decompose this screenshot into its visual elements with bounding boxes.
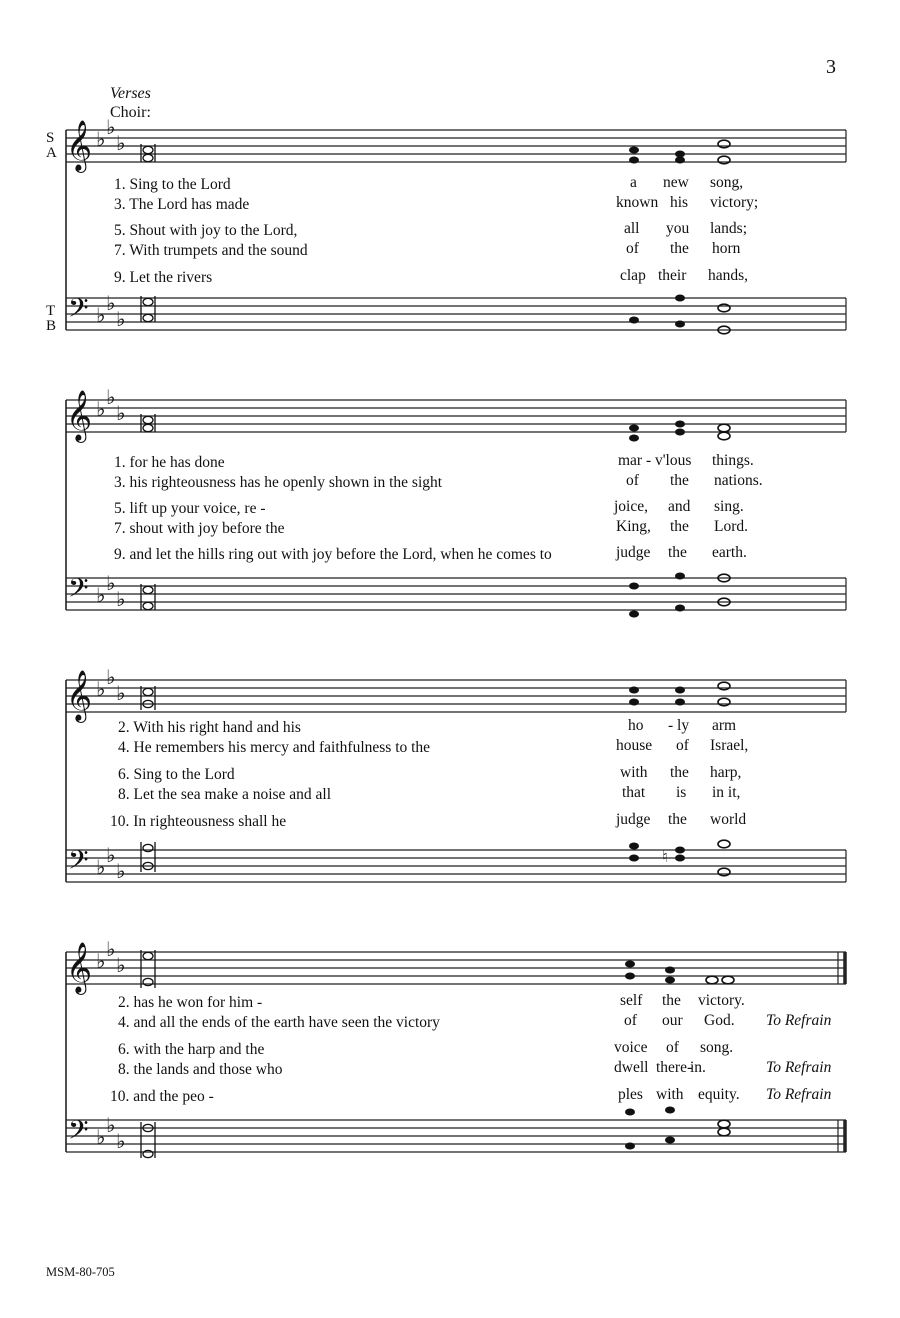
verse-label: 8. Let the sea make a noise and all (118, 786, 332, 803)
verse-label: 9. and let the hills ring out with joy before the Lord, when he comes to (114, 546, 552, 563)
verse-label: 6. with the harp and the (118, 1041, 265, 1058)
svg-text:♭: ♭ (106, 1113, 116, 1137)
syllable: ho (628, 717, 644, 734)
syllable: joice, (614, 498, 648, 515)
to-refrain-cue: To Refrain (766, 1086, 832, 1103)
svg-text:♭: ♭ (116, 587, 126, 611)
verse-label: 2. has he won for him - (118, 994, 263, 1011)
verse-label: 4. and all the ends of the earth have seen the victory (118, 1014, 440, 1031)
syllable: the (662, 992, 681, 1009)
verse-label: 7. shout with joy before the (114, 520, 285, 537)
staff-label-alto: A (46, 145, 57, 161)
syllable: victory; (710, 194, 759, 211)
svg-text:♭: ♭ (106, 571, 116, 595)
syllable: judge (616, 544, 651, 561)
syllable: new (663, 174, 689, 191)
syllable: dwell (614, 1059, 649, 1076)
svg-text:♭: ♭ (106, 115, 116, 139)
svg-text:♭: ♭ (96, 855, 106, 879)
syllable: clap (620, 267, 646, 284)
treble-clef-icon: 𝄞 (66, 120, 93, 171)
syllable: his (670, 194, 689, 211)
svg-text:♭: ♭ (96, 583, 106, 607)
syllable: in. (690, 1059, 706, 1076)
syllable: things. (712, 452, 754, 469)
syllable: world (710, 811, 747, 828)
verse-label: 9. Let the rivers (114, 269, 213, 286)
syllable: - ly (668, 717, 690, 734)
svg-text:♭: ♭ (116, 859, 126, 883)
svg-text:♭: ♭ (106, 291, 116, 315)
syllable: voice (614, 1039, 648, 1056)
catalog-code: MSM-80-705 (46, 1265, 115, 1279)
svg-text:♭: ♭ (96, 397, 106, 421)
svg-text:♭: ♭ (106, 665, 116, 689)
svg-text:♭: ♭ (96, 127, 106, 151)
syllable: of (626, 472, 639, 489)
verse-label: 8. the lands and those who (118, 1061, 283, 1078)
syllable: hands, (708, 267, 749, 284)
svg-text:♭: ♭ (116, 1129, 126, 1153)
svg-text:♭: ♭ (96, 677, 106, 701)
bass-staff-1 (66, 298, 846, 330)
svg-text:𝄞: 𝄞 (66, 942, 93, 993)
syllable: self (620, 992, 643, 1009)
syllable: with (620, 764, 648, 781)
syllable: house (616, 737, 653, 754)
syllable: earth. (712, 544, 747, 561)
syllable: all (624, 220, 640, 237)
syllable: of (666, 1039, 679, 1056)
svg-text:♭: ♭ (106, 385, 116, 409)
syllable: sing. (714, 498, 744, 515)
syllable: horn (712, 240, 741, 257)
svg-text:♭: ♭ (116, 401, 126, 425)
syllable: the (670, 764, 689, 781)
syllable: in it, (712, 784, 741, 801)
syllable: is (676, 784, 687, 801)
verse-label: 2. With his right hand and his (118, 719, 301, 736)
verse-label: 10. In righteousness shall he (110, 813, 287, 830)
svg-text:♭: ♭ (106, 843, 116, 867)
syllable: and (668, 498, 691, 515)
syllable: nations. (714, 472, 763, 489)
verse-label: 7. With trumpets and the sound (114, 242, 308, 259)
syllable: Lord. (714, 518, 749, 535)
syllable: mar - v'lous (618, 452, 692, 469)
syllable: their (658, 267, 687, 284)
syllable: the (668, 544, 687, 561)
syllable: of (626, 240, 639, 257)
syllable: Israel, (710, 737, 749, 754)
svg-text:♭: ♭ (96, 303, 106, 327)
svg-text:♭: ♭ (116, 681, 126, 705)
syllable: the (670, 472, 689, 489)
syllable: the (668, 811, 687, 828)
svg-text:𝄢: 𝄢 (68, 844, 89, 882)
svg-text:♭: ♭ (106, 937, 116, 961)
svg-text:𝄞: 𝄞 (66, 390, 93, 441)
syllable: you (666, 220, 690, 237)
bass-staff-3 (66, 850, 846, 882)
syllable: there- (656, 1059, 693, 1076)
syllable: song, (710, 174, 744, 191)
svg-text:♭: ♭ (116, 307, 126, 331)
syllable: equity. (698, 1086, 740, 1103)
treble-staff-4 (66, 952, 846, 984)
verse-label: 5. Shout with joy to the Lord, (114, 222, 298, 239)
verse-label: 1. Sing to the Lord (114, 176, 231, 193)
syllable: God. (704, 1012, 735, 1029)
verse-label: 4. He remembers his mercy and faithfulness to the (118, 739, 431, 756)
svg-text:𝄢: 𝄢 (68, 1114, 89, 1152)
to-refrain-cue: To Refrain (766, 1012, 832, 1029)
syllable: the (670, 240, 689, 257)
svg-text:♭: ♭ (96, 1125, 106, 1149)
svg-text:♭: ♭ (116, 953, 126, 977)
svg-text:𝄢: 𝄢 (68, 572, 89, 610)
natural-sign-icon: ♮ (662, 847, 668, 866)
svg-text:♭: ♭ (96, 949, 106, 973)
treble-staff-2 (66, 400, 846, 432)
syllable: song. (700, 1039, 734, 1056)
syllable: lands; (710, 220, 748, 237)
section-heading: Verses (110, 85, 151, 102)
bass-staff-2 (66, 578, 846, 610)
voice-heading: Choir: (110, 104, 151, 121)
syllable: ples (618, 1086, 643, 1103)
staff-label-bass: B (46, 318, 57, 334)
syllable: with (656, 1086, 684, 1103)
syllable: King, (616, 518, 651, 535)
bass-staff-4 (66, 1120, 846, 1152)
verse-label: 6. Sing to the Lord (118, 766, 235, 783)
staff-label-soprano: S (46, 130, 55, 146)
verse-label: 3. The Lord has made (114, 196, 250, 213)
to-refrain-cue: To Refrain (766, 1059, 832, 1076)
syllable: of (624, 1012, 637, 1029)
verse-label: 5. lift up your voice, re - (114, 500, 266, 517)
svg-text:𝄞: 𝄞 (66, 670, 93, 721)
verse-label: 10. and the peo - (110, 1088, 214, 1105)
bass-clef-icon: 𝄢 (68, 292, 89, 330)
svg-text:♭: ♭ (116, 131, 126, 155)
syllable: a (630, 174, 637, 191)
syllable: arm (712, 717, 737, 734)
syllable: the (670, 518, 689, 535)
verse-label: 3. his righteousness has he openly shown in the sight (114, 474, 443, 491)
verse-label: 1. for he has done (114, 454, 225, 471)
syllable: known (616, 194, 659, 211)
syllable: judge (616, 811, 651, 828)
page-number: 3 (826, 56, 836, 78)
syllable: that (622, 784, 646, 801)
syllable: victory. (698, 992, 745, 1009)
syllable: of (676, 737, 689, 754)
syllable: harp, (710, 764, 742, 781)
staff-label-tenor: T (46, 303, 56, 319)
syllable: our (662, 1012, 683, 1029)
